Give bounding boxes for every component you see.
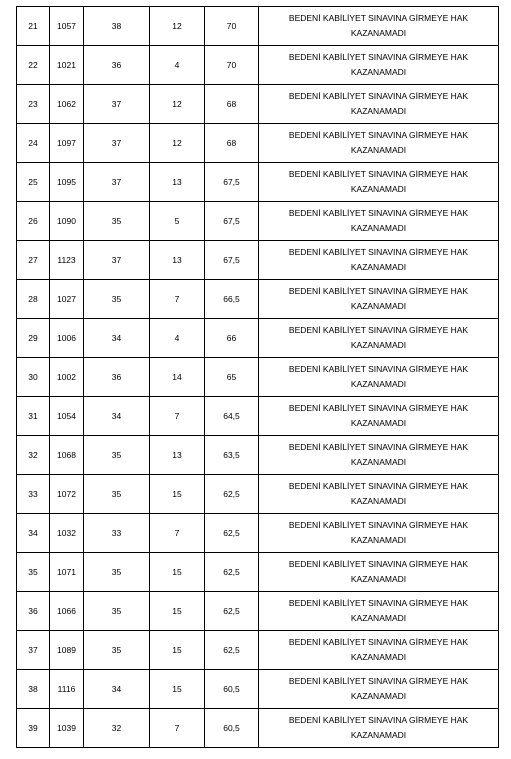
cell-status: BEDENİ KABİLİYET SINAVINA GİRMEYE HAK KAZANAMADI <box>259 709 499 748</box>
cell-rank: 25 <box>17 163 50 202</box>
cell-score-a: 36 <box>84 46 150 85</box>
cell-total-score: 62,5 <box>205 592 259 631</box>
cell-rank: 26 <box>17 202 50 241</box>
cell-total-score: 60,5 <box>205 670 259 709</box>
cell-total-score: 64,5 <box>205 397 259 436</box>
cell-status: BEDENİ KABİLİYET SINAVINA GİRMEYE HAK KAZANAMADI <box>259 46 499 85</box>
cell-score-a: 34 <box>84 397 150 436</box>
cell-status: BEDENİ KABİLİYET SINAVINA GİRMEYE HAK KAZANAMADI <box>259 358 499 397</box>
cell-rank: 38 <box>17 670 50 709</box>
cell-candidate-no: 1116 <box>50 670 84 709</box>
cell-candidate-no: 1123 <box>50 241 84 280</box>
cell-score-b: 14 <box>150 358 205 397</box>
cell-score-b: 12 <box>150 124 205 163</box>
cell-candidate-no: 1006 <box>50 319 84 358</box>
cell-rank: 23 <box>17 85 50 124</box>
cell-status: BEDENİ KABİLİYET SINAVINA GİRMEYE HAK KAZANAMADI <box>259 475 499 514</box>
cell-score-a: 37 <box>84 85 150 124</box>
cell-score-b: 12 <box>150 85 205 124</box>
cell-status: BEDENİ KABİLİYET SINAVINA GİRMEYE HAK KAZANAMADI <box>259 85 499 124</box>
cell-status: BEDENİ KABİLİYET SINAVINA GİRMEYE HAK KAZANAMADI <box>259 241 499 280</box>
table-row <box>17 7 499 46</box>
cell-score-b: 15 <box>150 553 205 592</box>
cell-candidate-no: 1095 <box>50 163 84 202</box>
cell-score-a: 37 <box>84 124 150 163</box>
table-row <box>17 670 499 709</box>
cell-score-b: 13 <box>150 241 205 280</box>
cell-score-b: 7 <box>150 280 205 319</box>
table-row <box>17 397 499 436</box>
results-table-body <box>17 7 499 748</box>
cell-score-a: 35 <box>84 436 150 475</box>
results-table <box>16 6 499 748</box>
cell-total-score: 67,5 <box>205 241 259 280</box>
cell-score-b: 13 <box>150 163 205 202</box>
cell-rank: 37 <box>17 631 50 670</box>
cell-total-score: 60,5 <box>205 709 259 748</box>
cell-score-a: 35 <box>84 280 150 319</box>
table-row <box>17 631 499 670</box>
table-row <box>17 514 499 553</box>
cell-status: BEDENİ KABİLİYET SINAVINA GİRMEYE HAK KAZANAMADI <box>259 7 499 46</box>
cell-candidate-no: 1062 <box>50 85 84 124</box>
table-row <box>17 709 499 748</box>
cell-status: BEDENİ KABİLİYET SINAVINA GİRMEYE HAK KAZANAMADI <box>259 163 499 202</box>
cell-total-score: 70 <box>205 7 259 46</box>
table-row <box>17 46 499 85</box>
table-row <box>17 475 499 514</box>
cell-rank: 33 <box>17 475 50 514</box>
cell-score-b: 15 <box>150 631 205 670</box>
cell-candidate-no: 1021 <box>50 46 84 85</box>
cell-candidate-no: 1090 <box>50 202 84 241</box>
cell-candidate-no: 1002 <box>50 358 84 397</box>
cell-score-b: 15 <box>150 592 205 631</box>
cell-status: BEDENİ KABİLİYET SINAVINA GİRMEYE HAK KAZANAMADI <box>259 280 499 319</box>
cell-total-score: 63,5 <box>205 436 259 475</box>
table-row <box>17 553 499 592</box>
cell-total-score: 66 <box>205 319 259 358</box>
cell-status: BEDENİ KABİLİYET SINAVINA GİRMEYE HAK KAZANAMADI <box>259 397 499 436</box>
table-row <box>17 319 499 358</box>
table-row <box>17 124 499 163</box>
cell-status: BEDENİ KABİLİYET SINAVINA GİRMEYE HAK KAZANAMADI <box>259 124 499 163</box>
cell-rank: 34 <box>17 514 50 553</box>
cell-score-a: 34 <box>84 670 150 709</box>
cell-total-score: 70 <box>205 46 259 85</box>
table-row <box>17 163 499 202</box>
cell-candidate-no: 1057 <box>50 7 84 46</box>
cell-total-score: 62,5 <box>205 514 259 553</box>
cell-score-b: 7 <box>150 514 205 553</box>
cell-total-score: 62,5 <box>205 475 259 514</box>
cell-candidate-no: 1054 <box>50 397 84 436</box>
cell-candidate-no: 1068 <box>50 436 84 475</box>
cell-rank: 24 <box>17 124 50 163</box>
cell-rank: 28 <box>17 280 50 319</box>
cell-rank: 32 <box>17 436 50 475</box>
cell-candidate-no: 1032 <box>50 514 84 553</box>
cell-total-score: 62,5 <box>205 631 259 670</box>
cell-status: BEDENİ KABİLİYET SINAVINA GİRMEYE HAK KAZANAMADI <box>259 553 499 592</box>
cell-rank: 35 <box>17 553 50 592</box>
cell-rank: 31 <box>17 397 50 436</box>
cell-rank: 36 <box>17 592 50 631</box>
cell-score-a: 35 <box>84 592 150 631</box>
cell-status: BEDENİ KABİLİYET SINAVINA GİRMEYE HAK KAZANAMADI <box>259 670 499 709</box>
cell-candidate-no: 1039 <box>50 709 84 748</box>
cell-score-a: 35 <box>84 475 150 514</box>
cell-total-score: 68 <box>205 85 259 124</box>
cell-candidate-no: 1027 <box>50 280 84 319</box>
table-row <box>17 436 499 475</box>
cell-score-b: 13 <box>150 436 205 475</box>
cell-score-a: 37 <box>84 241 150 280</box>
cell-status: BEDENİ KABİLİYET SINAVINA GİRMEYE HAK KAZANAMADI <box>259 202 499 241</box>
cell-total-score: 62,5 <box>205 553 259 592</box>
cell-score-b: 4 <box>150 319 205 358</box>
cell-rank: 27 <box>17 241 50 280</box>
cell-score-a: 37 <box>84 163 150 202</box>
table-row <box>17 241 499 280</box>
cell-score-b: 5 <box>150 202 205 241</box>
cell-score-a: 33 <box>84 514 150 553</box>
cell-total-score: 68 <box>205 124 259 163</box>
cell-score-a: 35 <box>84 553 150 592</box>
cell-score-a: 36 <box>84 358 150 397</box>
cell-candidate-no: 1066 <box>50 592 84 631</box>
cell-score-b: 4 <box>150 46 205 85</box>
cell-score-a: 38 <box>84 7 150 46</box>
cell-candidate-no: 1097 <box>50 124 84 163</box>
cell-score-a: 34 <box>84 319 150 358</box>
table-row <box>17 202 499 241</box>
cell-score-b: 7 <box>150 709 205 748</box>
cell-rank: 29 <box>17 319 50 358</box>
cell-score-b: 12 <box>150 7 205 46</box>
cell-total-score: 65 <box>205 358 259 397</box>
cell-score-a: 35 <box>84 631 150 670</box>
cell-total-score: 66,5 <box>205 280 259 319</box>
cell-total-score: 67,5 <box>205 163 259 202</box>
cell-score-a: 35 <box>84 202 150 241</box>
cell-candidate-no: 1071 <box>50 553 84 592</box>
cell-score-b: 15 <box>150 670 205 709</box>
table-row <box>17 358 499 397</box>
cell-candidate-no: 1089 <box>50 631 84 670</box>
cell-status: BEDENİ KABİLİYET SINAVINA GİRMEYE HAK KAZANAMADI <box>259 514 499 553</box>
cell-score-a: 32 <box>84 709 150 748</box>
cell-status: BEDENİ KABİLİYET SINAVINA GİRMEYE HAK KAZANAMADI <box>259 436 499 475</box>
table-row <box>17 280 499 319</box>
table-row <box>17 85 499 124</box>
cell-rank: 30 <box>17 358 50 397</box>
cell-score-b: 15 <box>150 475 205 514</box>
table-row <box>17 592 499 631</box>
cell-status: BEDENİ KABİLİYET SINAVINA GİRMEYE HAK KAZANAMADI <box>259 592 499 631</box>
cell-total-score: 67,5 <box>205 202 259 241</box>
cell-score-b: 7 <box>150 397 205 436</box>
cell-rank: 22 <box>17 46 50 85</box>
cell-status: BEDENİ KABİLİYET SINAVINA GİRMEYE HAK KAZANAMADI <box>259 631 499 670</box>
cell-status: BEDENİ KABİLİYET SINAVINA GİRMEYE HAK KAZANAMADI <box>259 319 499 358</box>
cell-rank: 21 <box>17 7 50 46</box>
cell-candidate-no: 1072 <box>50 475 84 514</box>
cell-rank: 39 <box>17 709 50 748</box>
